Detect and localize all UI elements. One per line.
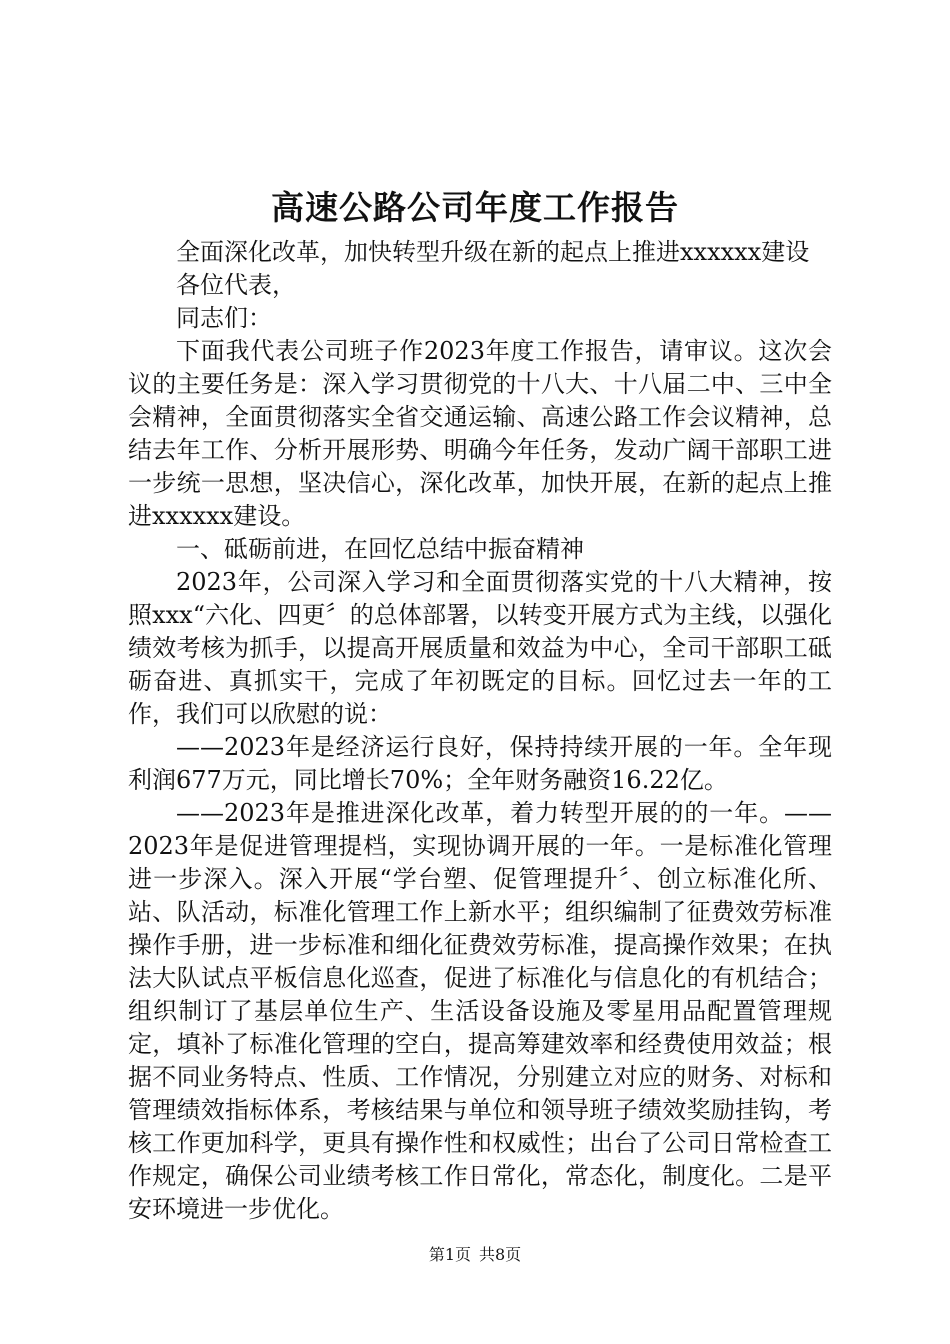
page-title: 高速公路公司年度工作报告	[271, 188, 679, 227]
paragraph-salutation-delegates: 各位代表，	[176, 271, 296, 299]
paragraph-reform: ——2023年是推进深化改革，着力转型开展的的一年。——2023年是促进管理提档，实现协调开展的一年。一是标准化管理进一步深入。深入开展“学台塑、促管理提升〞、创立标准化所、站、队活动，标准化管理工作上新水平；组织编制了征费效劳标准操作手册，进一步标准和细化征费效劳标准，提高操作效果；在执法大队试点平板信息化巡查，促进了标准化与信息化的有机结合；组织制订了基层单位生产、生活设备设施及零星用品配置管理规定，填补了标准化管理的空白，提高筹建效率和经费使用效益；根据不同业务特点、性质、工作情况，分别建立对应的财务、对标和管理绩效指标体系，考核结果与单位和领导班子绩效奖励挂钩，考核工作更加科学，更具有操作性和权威性；出台了公司日常检查工作规定，确保公司业绩考核工作日常化，常态化，制度化。二是平安环境进一步优化。	[128, 799, 832, 1223]
document-body	[128, 236, 832, 1226]
paragraph-salutation-comrades: 同志们：	[176, 304, 272, 332]
paragraph-economy: ——2023年是经济运行良好，保持持续开展的一年。全年现利润677万元，同比增长70%；全年财务融资16.22亿。	[128, 733, 832, 794]
paragraph-subtitle: 全面深化改革，加快转型升级在新的起点上推进xxxxxx建设	[176, 238, 810, 266]
section-heading-1: 一、砥砺前进，在回忆总结中振奋精神	[176, 535, 584, 563]
page-footer	[0, 1244, 950, 1266]
page-total: 共8页	[479, 1245, 522, 1264]
page-number: 第1页	[428, 1245, 471, 1264]
paragraph-intro: 下面我代表公司班子作2023年度工作报告，请审议。这次会议的主要任务是：深入学习贯彻党的十八大、十八届二中、三中全会精神，全面贯彻落实全省交通运输、高速公路工作会议精神，总结去年工作、分析开展形势、明确今年任务，发动广阔干部职工进一步统一思想，坚决信心，深化改革，加快开展，在新的起点上推进xxxxxx建设。	[128, 337, 832, 530]
paragraph-review: 2023年，公司深入学习和全面贯彻落实党的十八大精神，按照xxx“六化、四更〞的总体部署，以转变开展方式为主线，以强化绩效考核为抓手，以提高开展质量和效益为中心，全司干部职工砥砺奋进、真抓实干，完成了年初既定的目标。回忆过去一年的工作，我们可以欣慰的说：	[128, 568, 832, 728]
